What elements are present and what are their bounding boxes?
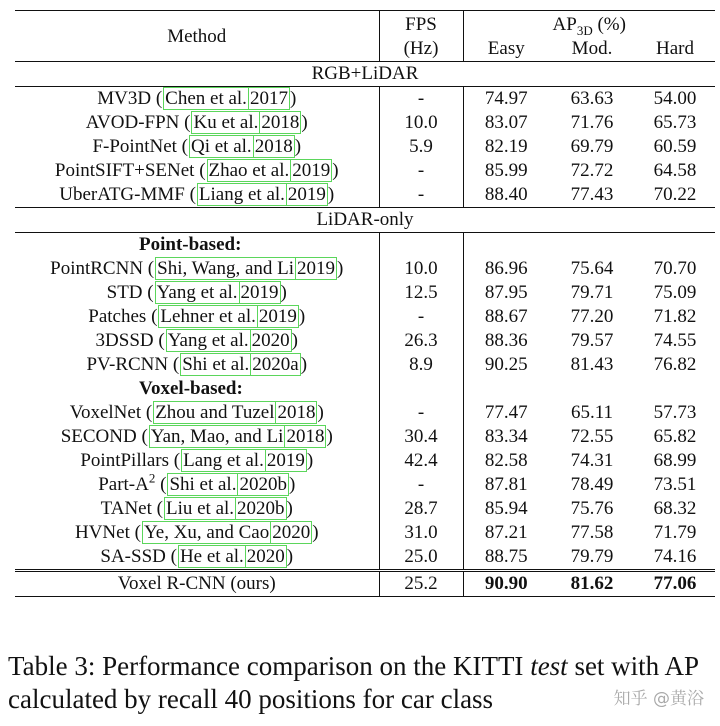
mod-cell: 77.43 [570,184,614,205]
method-cell: PV-RCNN ( Shi et al. 2020a ) [86,354,308,375]
easy-cell: 88.75 [463,545,549,571]
citation-authors[interactable]: Zhou and Tuzel [155,402,275,423]
easy-cell: 83.34 [463,425,549,449]
hard-cell: 64.58 [653,160,697,181]
method-superscript: 2 [148,470,156,486]
table-row [15,545,715,571]
method-name: VoxelNet [69,402,142,423]
table-caption: Table 3: Performance comparison on the KITTI test set with AP calculated by recall 40 positions for car class [8,651,698,714]
fps-cell: 10.0 [379,111,463,135]
citation-year[interactable]: 2020b [239,474,287,495]
method-cell: Part-$A^2$ ( Shi et al. 2020b ) [98,470,296,495]
fps-cell: 25.0 [379,545,463,571]
easy-cell: 85.99 [463,159,549,183]
header-hard: Hard [656,38,694,59]
method-cell: TANet ( Liu et al. 2020b ) [100,498,293,519]
method-cell: MV3D ( Chen et al. 2017 ) [15,87,379,112]
table-row [15,183,715,208]
method-cell: 3DSSD ( Yang et al. 2020 ) [95,330,298,351]
point-based-label: Point-based: [15,233,379,258]
method-name: Part-A [98,474,149,495]
results-table-figure [15,10,715,597]
ours-hard: 77.06 [635,571,715,597]
method-cell: F-PointNet ( Qi et al. 2018 ) [92,136,302,157]
citation-authors[interactable]: Yang et al. [167,330,249,351]
method-cell: SA-SSD ( He et al. 2020 ) [100,546,294,567]
citation-year[interactable]: 2019 [292,160,331,181]
citation-authors[interactable]: Chen et al. [165,88,247,109]
method-name: 3DSSD [95,330,154,351]
section-lidar-only: LiDAR-only [15,208,715,233]
mod-cell: 63.63 [549,87,635,112]
citation-authors[interactable]: Shi, Wang, and Li [157,258,295,279]
table-row [15,353,715,377]
ours-row [15,571,715,597]
easy-cell: 87.21 [463,521,549,545]
method-name: F-PointNet [92,136,177,157]
citation-year[interactable]: 2019 [287,184,326,205]
mod-cell: 77.58 [570,522,614,543]
citation-authors[interactable]: Shi et al. [182,354,250,375]
easy-cell: 82.19 [463,135,549,159]
table-row [15,425,715,449]
method-name: TANet [100,498,152,519]
hard-cell: 74.16 [653,546,697,567]
empty-cell [463,233,715,258]
fps-cell: 26.3 [379,329,463,353]
mod-cell: 72.72 [570,160,614,181]
method-name: SECOND [60,426,137,447]
header-ap: $AP_{3D}$ (%) [463,11,715,38]
mod-cell: 75.64 [570,258,614,279]
table-row [15,111,715,135]
fps-cell: 42.4 [379,449,463,473]
citation-year[interactable]: 2018 [277,402,316,423]
citation-year[interactable]: 2020b [237,498,285,519]
method-cell: STD ( Yang et al. 2019 ) [106,282,287,303]
method-name: SA-SSD [100,546,166,567]
easy-cell: 88.67 [463,305,549,329]
ours-mod: 81.62 [549,571,635,597]
mod-cell: 75.76 [570,498,614,519]
fps-cell: - [379,159,463,183]
citation-authors[interactable]: Yang et al. [156,282,238,303]
mod-cell: 65.11 [570,402,614,423]
table-row [15,281,715,305]
results-table [15,10,715,597]
easy-cell: 85.94 [463,497,549,521]
easy-cell: 90.25 [463,353,549,377]
method-cell: UberATG-MMF ( Liang et al. 2019 ) [59,184,335,205]
hard-cell: 57.73 [653,402,697,423]
citation-authors[interactable]: Lang et al. [183,450,264,471]
mod-cell: 72.55 [570,426,614,447]
easy-cell: 87.95 [463,281,549,305]
table-row [15,521,715,545]
empty-cell [463,377,715,401]
fps-cell: - [379,87,463,112]
mod-cell: 79.57 [570,330,614,351]
fps-cell: 12.5 [379,281,463,305]
method-cell: Patches ( Lehner et al. 2019 ) [88,306,306,327]
method-name: MV3D [97,88,152,109]
table-row [15,87,715,112]
method-cell: VoxelNet ( Zhou and Tuzel 2018 ) [69,402,324,423]
method-name: PointRCNN [50,258,144,279]
method-name: STD [106,282,143,303]
citation-authors[interactable]: Ku et al. [193,112,259,133]
easy-cell: 77.47 [463,401,549,425]
fps-cell: 28.7 [379,497,463,521]
method-cell: AVOD-FPN ( Ku et al. 2018 ) [85,112,308,133]
easy-cell: 74.97 [463,87,549,112]
citation-authors[interactable]: Lehner et al. [160,306,256,327]
citation-authors[interactable]: Zhao et al. [208,160,290,181]
mod-cell: 74.31 [570,450,614,471]
empty-cell [379,233,463,258]
header-fps: FPS [379,11,463,38]
citation-authors[interactable]: Yan, Mao, and Li [150,426,284,447]
citation-authors[interactable]: Qi et al. [191,136,252,157]
header-easy: Easy [463,37,549,62]
hard-cell: 75.09 [653,282,697,303]
citation-year[interactable]: 2020 [251,330,290,351]
citation-year[interactable]: 2019 [258,306,297,327]
citation-authors[interactable]: Liang et al. [198,184,285,205]
table-row [15,449,715,473]
hard-cell: 54.00 [635,87,715,112]
header-mod: Mod. [571,38,613,59]
table-row [15,473,715,497]
hard-cell: 68.99 [653,450,697,471]
hard-cell: 70.22 [653,184,697,205]
section-rgb-lidar: RGB+LiDAR [15,62,715,87]
easy-cell: 88.36 [463,329,549,353]
easy-cell: 87.81 [463,473,549,497]
fps-cell: 8.9 [379,353,463,377]
method-cell: PointSIFT+SENet ( Zhao et al. 2019 ) [54,160,339,181]
citation-year[interactable]: 2019 [266,450,305,471]
method-name: PointPillars [80,450,170,471]
fps-cell: 30.4 [379,425,463,449]
fps-cell: 10.0 [379,257,463,281]
citation-authors[interactable]: He et al. [179,546,244,567]
table-row [15,305,715,329]
table-row [15,329,715,353]
fps-cell: - [379,401,463,425]
table-row [15,135,715,159]
easy-cell: 82.58 [463,449,549,473]
hard-cell: 65.82 [653,426,697,447]
mod-cell: 77.20 [570,306,614,327]
mod-cell: 69.79 [570,136,614,157]
mod-cell: 71.76 [570,112,614,133]
header-method: Method [167,26,227,47]
citation-year[interactable]: 2019 [240,282,279,303]
voxel-based-label: Voxel-based: [139,378,243,399]
fps-cell: - [379,183,463,208]
citation-year[interactable]: 2020 [246,546,285,567]
hard-cell: 73.51 [653,474,697,495]
method-cell: SECOND ( Yan, Mao, and Li 2018 ) [60,426,333,447]
ours-easy: 90.90 [463,571,549,597]
method-name: Patches [88,306,147,327]
hard-cell: 68.32 [653,498,697,519]
point-based-label-row [15,233,715,258]
mod-cell: 78.49 [570,474,614,495]
citation-authors[interactable]: Liu et al. [165,498,235,519]
hard-cell: 74.55 [653,330,697,351]
method-name: UberATG-MMF [59,184,185,205]
watermark: 知乎 @黄浴 [612,684,706,709]
hard-cell: 71.79 [653,522,697,543]
citation-authors[interactable]: Ye, Xu, and Cao [143,522,270,543]
mod-cell: 79.79 [570,546,614,567]
citation-year[interactable]: 2020a [252,354,299,375]
method-cell: PointRCNN ( Shi, Wang, and Li 2019 ) [50,258,344,279]
fps-cell: 31.0 [379,521,463,545]
hard-cell: 70.70 [653,258,697,279]
hard-cell: 71.82 [653,306,697,327]
method-name: PointSIFT+SENet [54,160,195,181]
hard-cell: 65.73 [653,112,697,133]
fps-cell: 5.9 [379,135,463,159]
method-name: AVOD-FPN [85,112,180,133]
easy-cell: 83.07 [463,111,549,135]
method-name: PV-RCNN [86,354,169,375]
method-name: HVNet [74,522,130,543]
empty-cell [379,377,463,401]
easy-cell: 86.96 [463,257,549,281]
fps-cell: - [379,473,463,497]
voxel-based-label-row [15,377,715,401]
citation-year[interactable]: 2019 [297,258,336,279]
easy-cell: 88.40 [463,183,549,208]
ours-fps: 25.2 [379,571,463,597]
ours-method: Voxel R-CNN (ours) [15,571,379,597]
hard-cell: 76.82 [653,354,697,375]
method-cell: HVNet ( Ye, Xu, and Cao 2020 ) [74,522,319,543]
table-row [15,159,715,183]
header-fps-unit: (Hz) [379,37,463,62]
citation-year[interactable]: 2018 [286,426,325,447]
mod-cell: 81.43 [570,354,614,375]
citation-year[interactable]: 2018 [261,112,300,133]
method-cell: PointPillars ( Lang et al. 2019 ) [80,450,314,471]
section-lidar-only-row [15,208,715,233]
section-rgb-lidar-row [15,62,715,87]
fps-cell: - [379,305,463,329]
mod-cell: 79.71 [570,282,614,303]
citation-year[interactable]: 2017 [249,88,288,109]
hard-cell: 60.59 [653,136,697,157]
table-row [15,257,715,281]
citation-year[interactable]: 2020 [272,522,311,543]
table-row [15,401,715,425]
citation-year[interactable]: 2018 [254,136,293,157]
table-row [15,497,715,521]
citation-authors[interactable]: Shi et al. [169,474,237,495]
